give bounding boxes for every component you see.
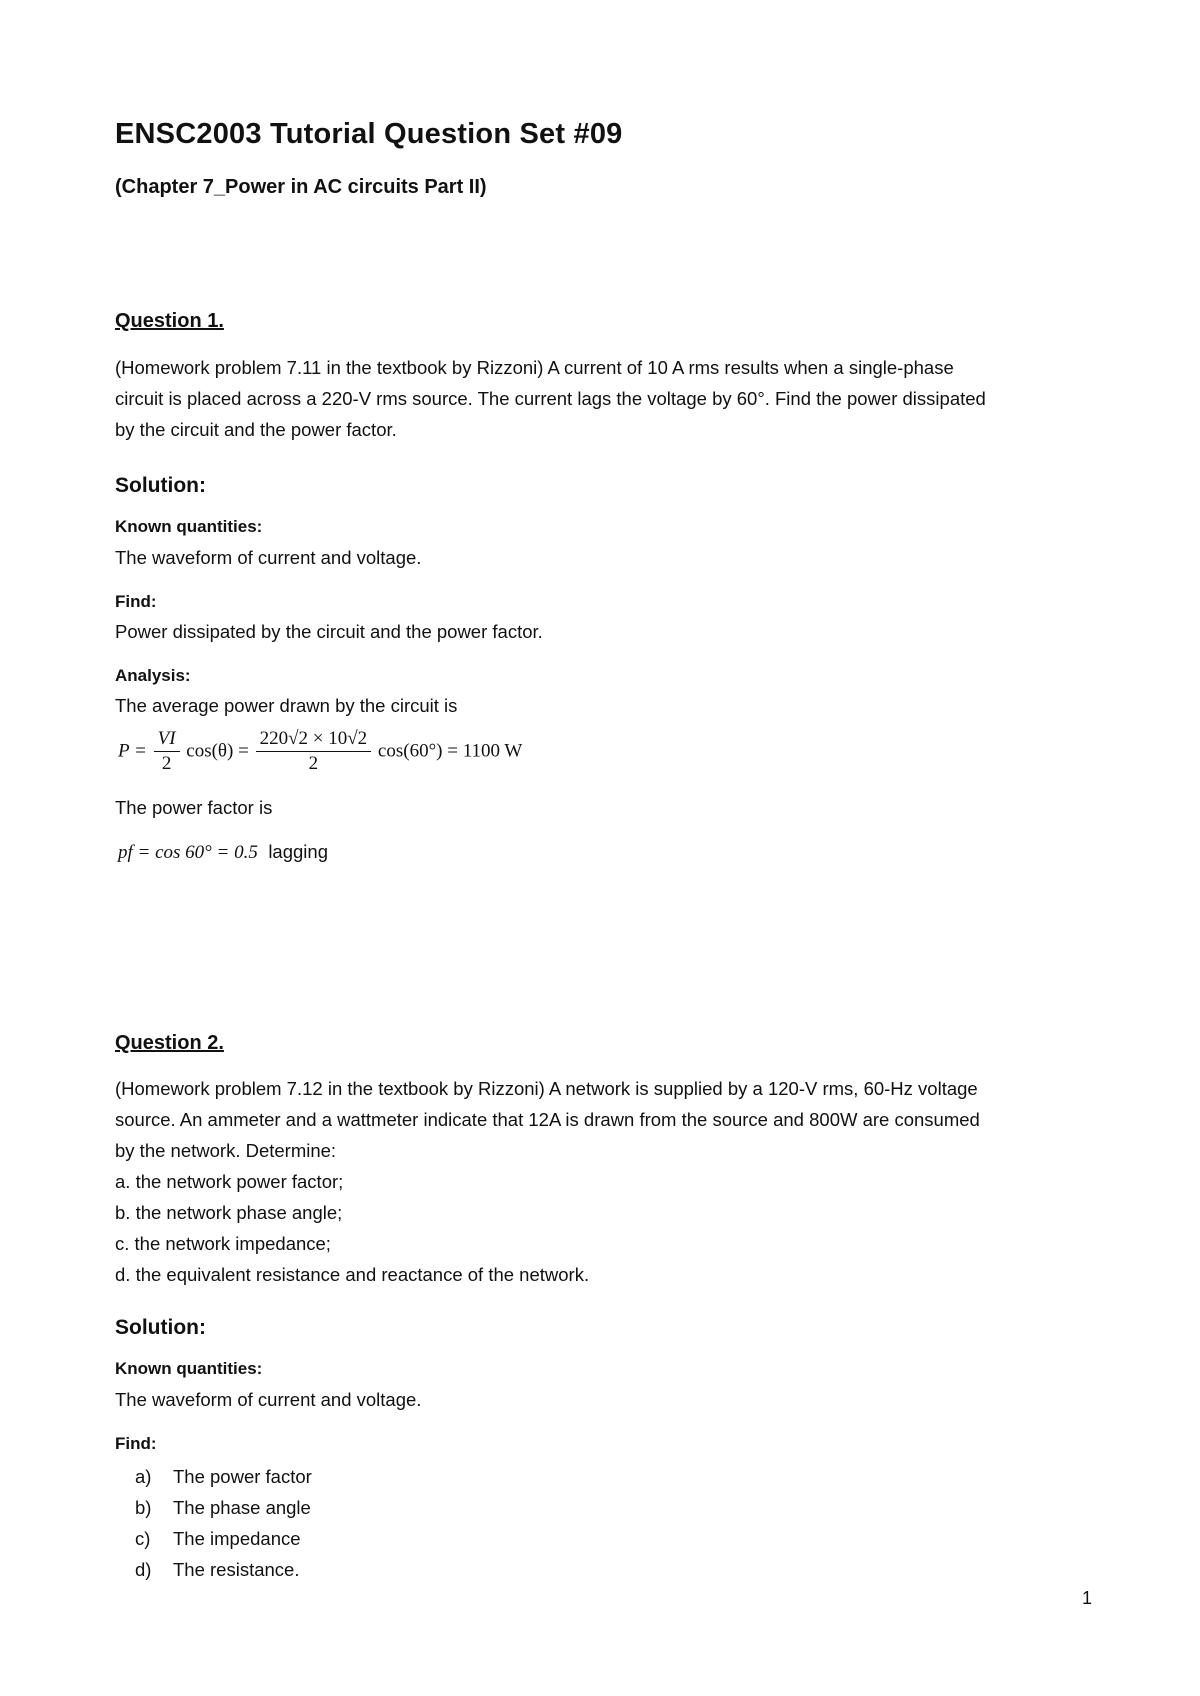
question-2-line: (Homework problem 7.12 in the textbook by Rizzoni) A network is supplied by a 120-V rms, 60-Hz voltage <box>115 1078 978 1099</box>
question-1-heading: Question 1. <box>115 310 224 332</box>
fraction-product <box>256 728 372 775</box>
question-2-heading: Question 2. <box>115 1032 224 1054</box>
question-1-line: by the circuit and the power factor. <box>115 419 397 440</box>
question-1-line: (Homework problem 7.11 in the textbook by Rizzoni) A current of 10 A rms results when a single-phase <box>115 357 954 378</box>
list-item <box>135 1554 312 1585</box>
question-2-line: a. the network power factor; <box>115 1171 344 1192</box>
fraction-denominator: 2 <box>161 753 172 774</box>
question-2-line: c. the network impedance; <box>115 1233 331 1254</box>
fraction-numerator: VI <box>154 728 180 752</box>
equation-pf-suffix: lagging <box>268 841 328 862</box>
question-2-solution-label: Solution: <box>115 1316 206 1339</box>
question-2-line: source. An ammeter and a wattmeter indicate that 12A is drawn from the source and 800W are consumed <box>115 1109 980 1130</box>
question-2-known-text: The waveform of current and voltage. <box>115 1389 422 1410</box>
equation-pf-expr: pf = cos 60° = 0.5 <box>118 842 258 863</box>
list-marker: b) <box>135 1497 152 1518</box>
question-2-find-label: Find: <box>115 1434 157 1453</box>
question-1-find-label: Find: <box>115 592 157 611</box>
question-2-text <box>115 1073 980 1290</box>
list-item-text: The impedance <box>173 1528 301 1549</box>
equation-mid: cos(θ) = <box>186 740 249 762</box>
fraction-vi-over-2 <box>154 728 180 775</box>
question-2-line: b. the network phase angle; <box>115 1202 343 1223</box>
question-1-known-text: The waveform of current and voltage. <box>115 547 422 568</box>
fraction-numerator: 220√2 × 10√2 <box>256 728 372 752</box>
question-1-analysis-text: The average power drawn by the circuit is <box>115 695 458 716</box>
list-item <box>135 1492 312 1523</box>
equation-lhs: P = <box>118 740 147 762</box>
question-1-solution-label: Solution: <box>115 474 206 497</box>
list-item <box>135 1523 312 1554</box>
list-item-text: The phase angle <box>173 1497 311 1518</box>
question-2-line: by the network. Determine: <box>115 1140 337 1161</box>
question-2-line: d. the equivalent resistance and reactance of the network. <box>115 1264 590 1285</box>
fraction-denominator: 2 <box>308 753 319 774</box>
page-title: ENSC2003 Tutorial Question Set #09 <box>115 118 623 150</box>
question-1-analysis-label: Analysis: <box>115 666 191 685</box>
question-2-find-list <box>135 1461 312 1585</box>
question-1-line: circuit is placed across a 220-V rms source. The current lags the voltage by 60°. Find the power dissipated <box>115 388 986 409</box>
list-marker: a) <box>135 1466 152 1487</box>
page-subtitle: (Chapter 7_Power in AC circuits Part II) <box>115 176 487 198</box>
question-1-text <box>115 352 986 445</box>
list-item <box>135 1461 312 1492</box>
list-marker: d) <box>135 1559 152 1580</box>
question-1-known-label: Known quantities: <box>115 517 263 536</box>
question-2-known-label: Known quantities: <box>115 1359 263 1378</box>
list-item-text: The power factor <box>173 1466 312 1487</box>
equation-power-factor <box>118 841 328 864</box>
list-item-text: The resistance. <box>173 1559 300 1580</box>
list-marker: c) <box>135 1528 151 1549</box>
equation-rhs: cos(60°) = 1100 W <box>377 740 523 762</box>
question-1-find-text: Power dissipated by the circuit and the power factor. <box>115 621 543 642</box>
equation-average-power <box>118 728 522 775</box>
question-1-pf-text: The power factor is <box>115 797 273 818</box>
page-number: 1 <box>1082 1588 1093 1608</box>
